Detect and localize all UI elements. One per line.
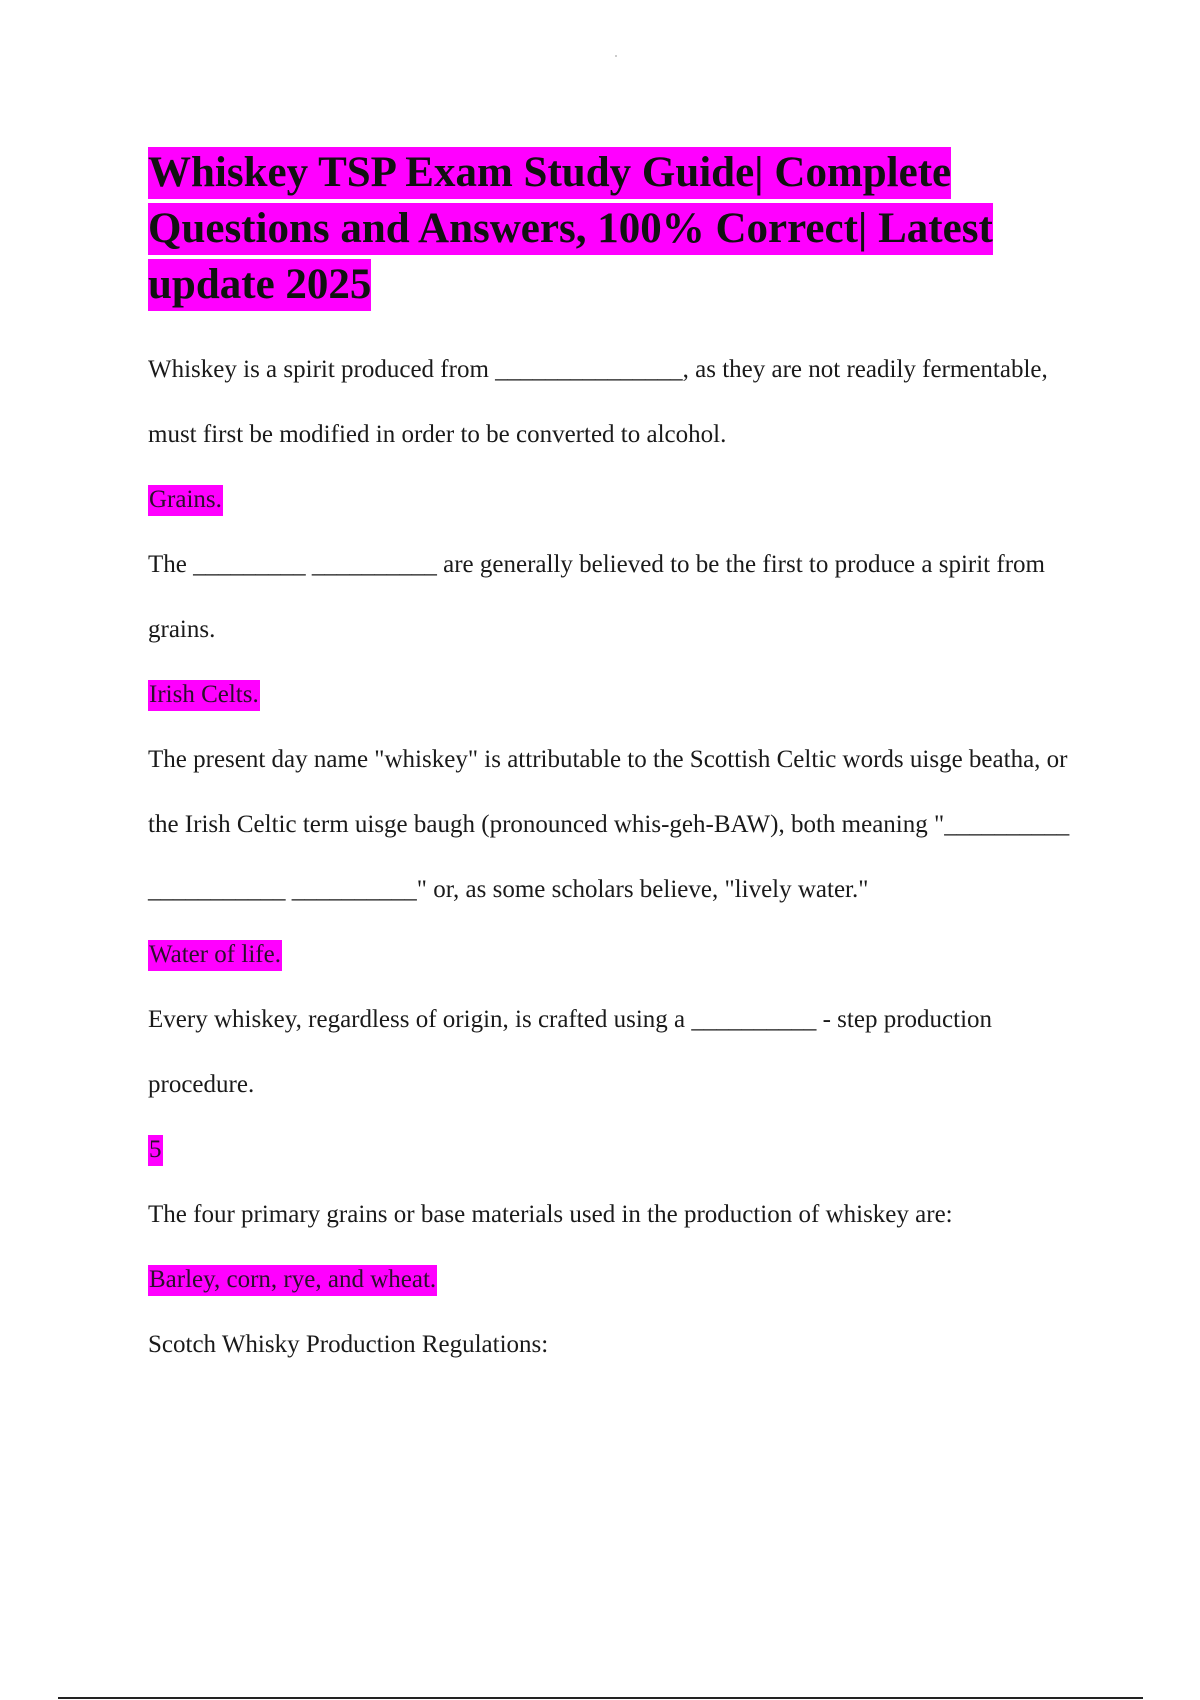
section-heading: Scotch Whisky Production Regulations:: [148, 1331, 549, 1358]
document-content: [148, 145, 1078, 1377]
answer-highlight: Grains.: [148, 485, 223, 516]
answer-1: [148, 467, 1078, 532]
footer-divider: [58, 1697, 1143, 1699]
question-5: The four primary grains or base materials used in the production of whiskey are:: [148, 1201, 953, 1228]
answer-2: [148, 662, 1078, 727]
question-4: Every whiskey, regardless of origin, is crafted using a __________ - step production procedure.: [148, 1006, 993, 1098]
question-3: The present day name "whiskey" is attributable to the Scottish Celtic words uisge beatha, or the Irish Celtic term uisge baugh (pronounced whis-geh-BAW), both meaning "__________ ___________ __________" or, as some scholars believe, "lively water.": [148, 746, 1070, 903]
qa-list: [148, 337, 1078, 1377]
question-1: Whiskey is a spirit produced from _______________, as they are not readily fermentable, must first be modified in order to be converted to alcohol.: [148, 356, 1048, 448]
question-2: The _________ __________ are generally believed to be the first to produce a spirit from grains.: [148, 551, 1045, 643]
document-title: [148, 145, 1078, 313]
answer-4: [148, 1117, 1078, 1182]
answer-5: [148, 1247, 1078, 1312]
answer-3: [148, 922, 1078, 987]
scan-speck: [615, 55, 617, 57]
answer-highlight: Water of life.: [148, 940, 282, 971]
answer-highlight: 5: [148, 1135, 163, 1166]
answer-highlight: Irish Celts.: [148, 680, 260, 711]
answer-highlight: Barley, corn, rye, and wheat.: [148, 1265, 437, 1296]
title-highlight: Whiskey TSP Exam Study Guide| Complete Questions and Answers, 100% Correct| Latest update 2025: [148, 147, 993, 311]
